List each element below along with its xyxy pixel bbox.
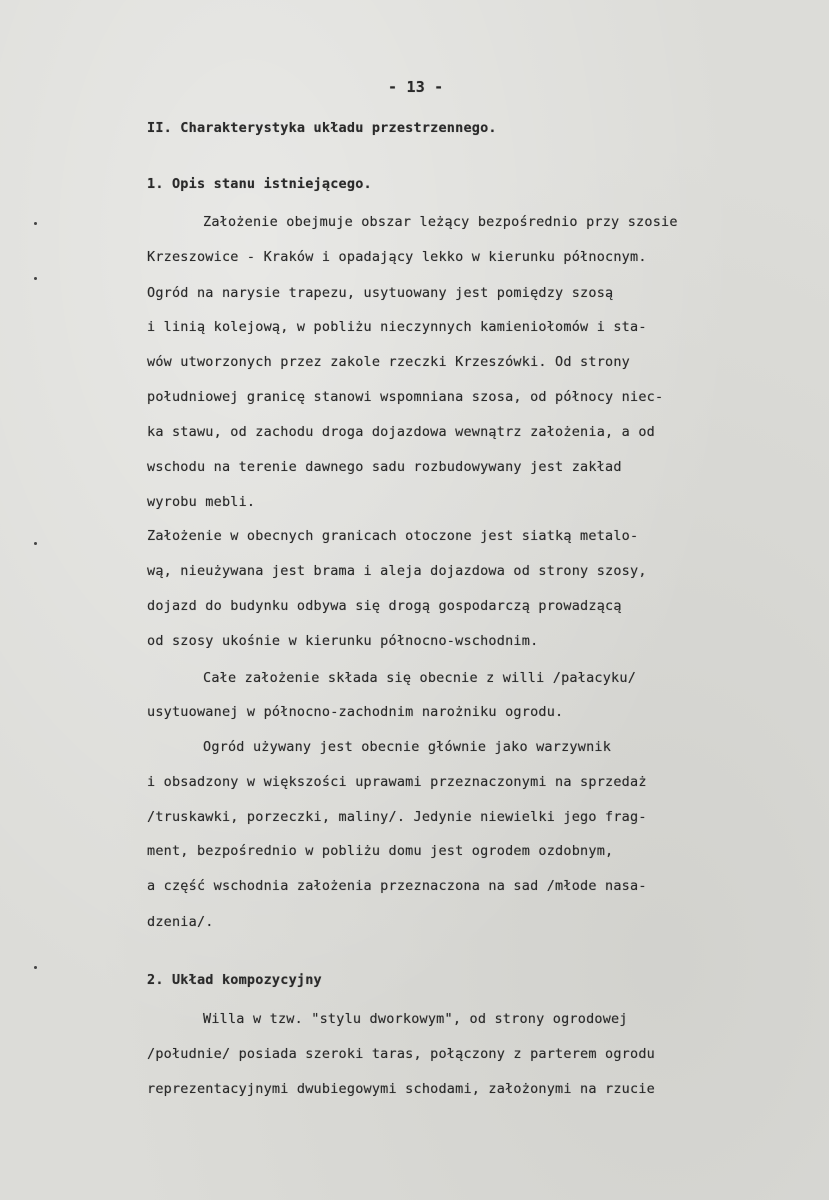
page-number: - 13 - (388, 78, 444, 96)
paragraph-line: Założenie w obecnych granicach otoczone jest siatką metalo- (147, 528, 639, 544)
paragraph-line: Ogród na narysie trapezu, usytuowany jest pomiędzy szosą (147, 285, 614, 301)
paragraph-line: ment, bezpośrednio w pobliżu domu jest ogrodem ozdobnym, (147, 843, 614, 859)
paragraph-line: od szosy ukośnie w kierunku północno-wschodnim. (147, 633, 539, 649)
paragraph-line: wów utworzonych przez zakole rzeczki Krzeszówki. Od strony (147, 354, 631, 370)
margin-mark (34, 542, 37, 545)
margin-mark (34, 277, 37, 280)
paragraph-line: Całe założenie składa się obecnie z willi /pałacyku/ (203, 670, 637, 686)
paragraph-line: a część wschodnia założenia przeznaczona na sad /młode nasa- (147, 878, 647, 894)
paragraph-line: wschodu na terenie dawnego sadu rozbudowywany jest zakład (147, 459, 622, 475)
paragraph-line: usytuowanej w północno-zachodnim narożniku ogrodu. (147, 704, 564, 720)
paragraph-line: dzenia/. (147, 914, 214, 930)
paragraph-line: ka stawu, od zachodu droga dojazdowa wewnątrz założenia, a od (147, 424, 655, 440)
paragraph-line: Willa w tzw. "stylu dworkowym", od strony ogrodowej (203, 1011, 628, 1027)
subsection-title: 1. Opis stanu istniejącego. (147, 176, 372, 192)
subsection-title: 2. Układ kompozycyjny (147, 972, 322, 988)
paragraph-line: wyrobu mebli. (147, 494, 256, 510)
paragraph-line: Ogród używany jest obecnie głównie jako warzywnik (203, 739, 612, 755)
paragraph-line: Krzeszowice - Kraków i opadający lekko w kierunku północnym. (147, 249, 647, 265)
paragraph-line: południowej granicę stanowi wspomniana szosa, od północy niec- (147, 389, 664, 405)
paragraph-line: Założenie obejmuje obszar leżący bezpośrednio przy szosie (203, 214, 678, 230)
paragraph-line: wą, nieużywana jest brama i aleja dojazdowa od strony szosy, (147, 563, 647, 579)
paragraph-line: reprezentacyjnymi dwubiegowymi schodami, założonymi na rzucie (147, 1081, 655, 1097)
section-title: II. Charakterystyka układu przestrzennego. (147, 120, 497, 136)
paragraph-line: i obsadzony w większości uprawami przeznaczonymi na sprzedaż (147, 774, 647, 790)
paragraph-line: i linią kolejową, w pobliżu nieczynnych kamieniołomów i sta- (147, 319, 647, 335)
margin-mark (34, 966, 37, 969)
margin-mark (34, 222, 37, 225)
paragraph-line: dojazd do budynku odbywa się drogą gospodarczą prowadzącą (147, 598, 622, 614)
paragraph-line: /południe/ posiada szeroki taras, połączony z parterem ogrodu (147, 1046, 655, 1062)
paragraph-line: /truskawki, porzeczki, maliny/. Jedynie niewielki jego frag- (147, 809, 647, 825)
